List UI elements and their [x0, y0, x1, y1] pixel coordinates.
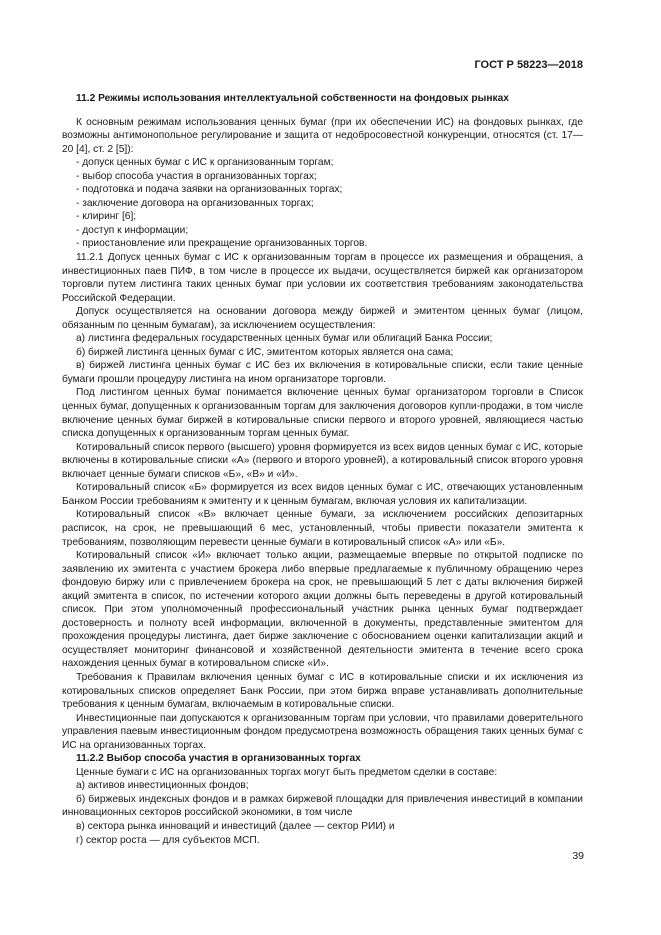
intro-paragraph: К основным режимам использования ценных бумаг (при их обеспечении ИС) на фондовых рынках, где возможны антимонопольное регулирование и защита от недобросовестной конкуренции, относятся (ст. 17—20 [4], ст. 2 [5]):	[62, 116, 583, 155]
list-item: а) активов инвестиционных фондов;	[76, 780, 249, 792]
page-number: 39	[572, 850, 584, 862]
list-item: в) биржей листинга ценных бумаг с ИС без их включения в котировальные списки, если такие ценные бумаги прошли процедуру листинга на ином организаторе торговли.	[62, 360, 583, 385]
paragraph-units: Инвестиционные паи допускаются к организованным торгам при условии, что правилами доверительного управления паевым инвестиционным фондом предусмотрена возможность обращения таких ценных бумаг с ИС на организованных торгах.	[62, 712, 583, 751]
list-item: а) листинга федеральных государственных ценных бумаг или облигаций Банка России;	[76, 333, 493, 345]
paragraph-list-v: Котировальный список «В» включает ценные бумаги, за исключением российских депозитарных расписок, на срок, не превышающий 6 мес, установленный, чтобы привести показатели эмитента к требованиям, позволяющим перевести ценные бумаги в котировальный список «А» или «Б».	[62, 509, 583, 548]
paragraph-admission: Допуск осуществляется на основании договора между биржей и эмитентом ценных бумаг (лицом, обязанным по ценным бумагам), за исключением осуществления:	[62, 306, 583, 331]
paragraph-requirements: Требования к Правилам включения ценных бумаг с ИС в котировальные списки и их исключения из котировальных списков определяет Банк России, при этом биржа вправе устанавливать дополнительные требования к ценным бумагам, включаемым в котировальные списки.	[62, 671, 583, 711]
list-item: г) сектор роста — для субъектов МСП.	[76, 834, 260, 846]
list-item: в) сектора рынка инноваций и инвестиций (далее — сектор РИИ) и	[76, 820, 395, 832]
list-item: - клиринг [6];	[76, 211, 137, 223]
list-item: - заключение договора на организованных торгах;	[76, 197, 314, 209]
subsection-title: 11.2.2 Выбор способа участия в организованных торгах	[76, 753, 361, 765]
list-item: - допуск ценных бумаг с ИС к организованным торгам;	[76, 157, 334, 169]
list-item: - доступ к информации;	[76, 224, 189, 236]
paragraph-list-i: Котировальный список «И» включает только акции, размещаемые впервые по открытой подписке по заявлению их эмитента с участием брокера либо впервые предлагаемые к публичному обращению через фондовую биржу или с привлечением брокера на срок, не превышающий 5 лет с даты включения биржей акций эмитента в список, по истечении которого акции должны быть переведены в другой котировальный список. При этом уполномоченный профессиональный участник рынка ценных бумаг подтверждает достоверность и полноту всей информации, включенной в документы, представленные эмитентом для прохождения процедуры листинга, дает бирже заключение с обоснованием оценки капитализации акций и осуществляет мониторинг финансовой и хозяйственной деятельности эмитента в течение всего срока нахождения ценных бумаг в котировальном списке «И».	[62, 550, 583, 670]
section-title: 11.2 Режимы использования интеллектуальной собственности на фондовых рынках	[76, 93, 509, 104]
document-body	[62, 92, 583, 847]
standard-code: ГОСТ Р 58223—2018	[474, 59, 583, 71]
list-item: - приостановление или прекращение организованных торгов.	[76, 238, 368, 250]
paragraph-listing: Под листингом ценных бумаг понимается включение ценных бумаг организатором торговли в Список ценных бумаг, допущенных к организованным торгам для заключения договоров купли-продажи, в том числе включение ценных бумаг биржей в котировальные списки первого и второго уровней, являющиеся частью списка допущенных к организованным торгам ценных бумаг.	[62, 387, 583, 440]
list-item: - подготовка и подача заявки на организованных торгах;	[76, 184, 343, 196]
paragraph-deal: Ценные бумаги с ИС на организованных торгах могут быть предметом сделки в составе:	[76, 766, 498, 778]
paragraph-11-2-1: 11.2.1 Допуск ценных бумаг с ИС к организованным торгам в процессе их размещения и обращения, а инвестиционных паев ПИФ, в том числе в процессе их выдачи, осуществляется биржей как организатором торговли путем листинга таких ценных бумаг при условии их соответствия требованиям законодательства Российской Федерации.	[62, 252, 583, 304]
list-item: - выбор способа участия в организованных торгах;	[76, 170, 317, 182]
list-item: б) биржей листинга ценных бумаг с ИС, эмитентом которых является она сама;	[76, 346, 454, 358]
paragraph-list-b: Котировальный список «Б» формируется из всех видов ценных бумаг с ИС, отвечающих установленным Банком России требованиям к эмитенту и к ценным бумагам, включая условия их капитализации.	[62, 482, 583, 507]
paragraph-first-level: Котировальный список первого (высшего) уровня формируется из всех видов ценных бумаг с ИС, которые включены в котировальные списки «А» (первого и второго уровней), а котировальный список второго уровня включает ценные бумаги списков «Б», «В» и «И».	[62, 441, 583, 480]
list-item: б) биржевых индексных фондов и в рамках биржевой площадки для привлечения инвестиций в компании инновационных секторов российской экономики, в том числе	[62, 793, 583, 819]
